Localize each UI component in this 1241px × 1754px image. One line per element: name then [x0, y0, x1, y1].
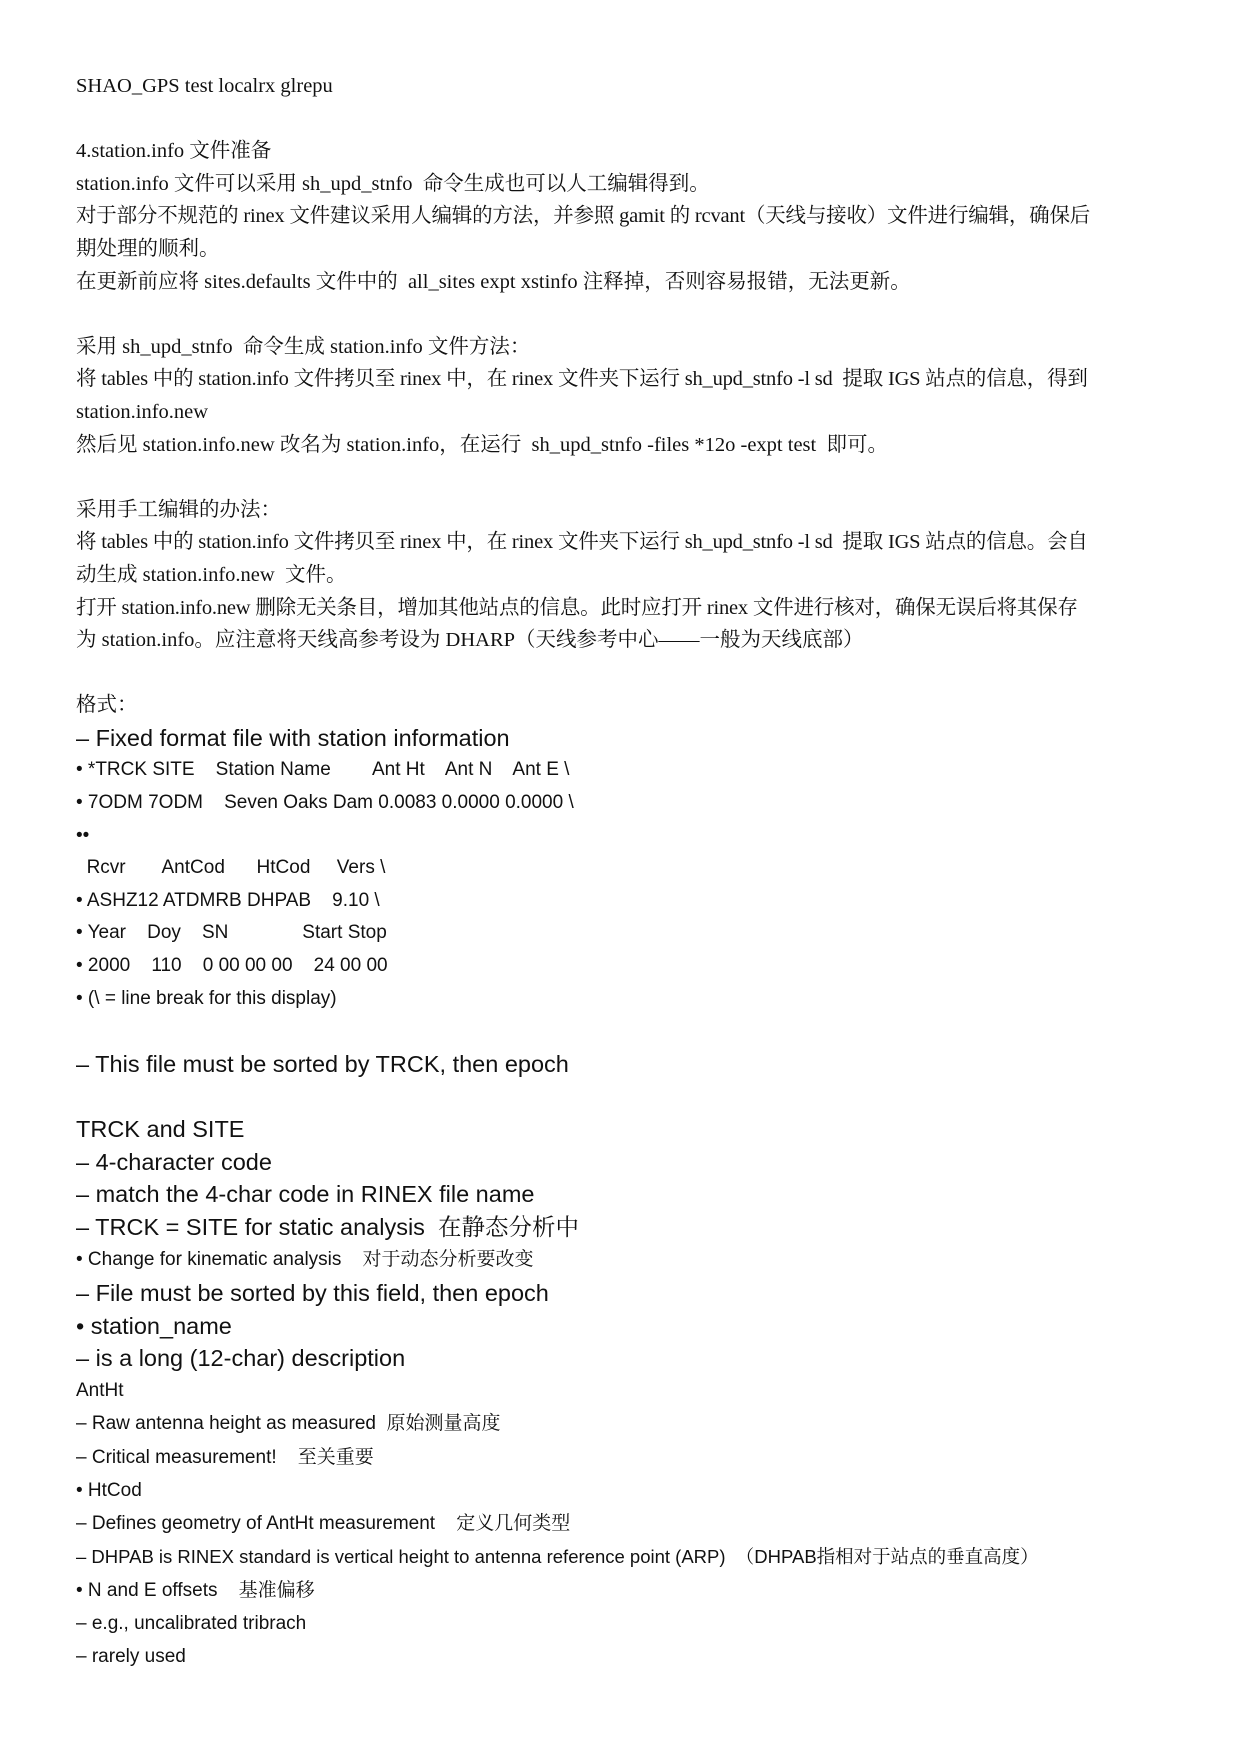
list-item-text: • Change for kinematic analysis	[76, 1249, 363, 1271]
format-title: – Fixed format file with station information	[76, 724, 510, 751]
document-title: SHAO_GPS test localrx glrepu	[76, 75, 333, 97]
paragraph-line: 在更新前应将 sites.defaults 文件中的 all_sites expt xstinfo 注释掉，否则容易报错，无法更新。	[76, 270, 911, 293]
list-item	[76, 1211, 1196, 1244]
trck-site-heading: TRCK and SITE	[76, 1116, 245, 1142]
list-item-text: – Defines geometry of AntHt measurement	[76, 1513, 457, 1535]
spacer	[76, 1080, 1196, 1113]
list-item	[76, 1507, 1196, 1541]
list-item	[76, 1541, 1196, 1575]
format-row: • 2000 110 0 00 00 00 24 00 00	[76, 955, 388, 977]
list-item	[76, 1574, 1196, 1608]
format-row: • (\ = line break for this display)	[76, 987, 337, 1009]
format-row: • 7ODM 7ODM Seven Oaks Dam 0.0083 0.0000 0.0000 \	[76, 792, 574, 814]
antht-heading: AntHt	[76, 1379, 124, 1401]
paragraph-line: 为 station.info。应注意将天线高参考设为 DHARP（天线参考中心——一般为天线底部）	[76, 629, 864, 652]
spacer	[76, 1015, 1196, 1048]
paragraph-line: 将 tables 中的 station.info 文件拷贝至 rinex 中，在 rinex 文件夹下运行 sh_upd_stnfo -l sd 提取 IGS 站点的信息。会自	[76, 531, 1088, 554]
paragraph-line: 期处理的顺利。	[76, 237, 220, 260]
format-row: • Year Doy SN Start Stop	[76, 922, 387, 944]
format-label: 格式：	[76, 694, 138, 717]
list-item-text: – DHPAB is RINEX standard is vertical height to antenna reference point (ARP) （DHPAB	[76, 1545, 817, 1567]
paragraph-line: station.info 文件可以采用 sh_upd_stnfo 命令生成也可以人工编辑得到。	[76, 172, 710, 195]
spacer	[76, 657, 1196, 690]
list-item: • station_name	[76, 1312, 232, 1339]
list-item-note: 定义几何类型	[456, 1512, 571, 1535]
list-item-note: 对于动态分析要改变	[362, 1248, 534, 1271]
list-item-text: – Critical measurement!	[76, 1446, 298, 1468]
format-row: Rcvr AntCod HtCod Vers \	[76, 857, 386, 879]
list-item-text: – TRCK = SITE for static analysis	[76, 1213, 438, 1240]
list-item	[76, 1243, 1196, 1277]
list-item-note: 在静态分析中	[437, 1212, 579, 1241]
spacer	[76, 103, 1196, 136]
section-heading: 采用手工编辑的办法：	[76, 498, 281, 521]
paragraph-line: 将 tables 中的 station.info 文件拷贝至 rinex 中，在 rinex 文件夹下运行 sh_upd_stnfo -l sd 提取 IGS 站点的信息，得到	[76, 368, 1088, 391]
list-item-note: 至关重要	[297, 1445, 374, 1468]
list-item	[76, 1407, 1196, 1441]
format-row: • ASHZ12 ATDMRB DHPAB 9.10 \	[76, 889, 380, 911]
document-page	[76, 70, 1196, 1673]
paragraph-line: 动生成 station.info.new 文件。	[76, 563, 347, 586]
list-item: – match the 4-char code in RINEX file name	[76, 1181, 535, 1208]
list-item: – File must be sorted by this field, then epoch	[76, 1279, 549, 1306]
spacer	[76, 298, 1196, 331]
list-item-note: 原始测量高度	[386, 1412, 501, 1435]
list-item: • HtCod	[76, 1479, 142, 1501]
section-heading: 4.station.info 文件准备	[76, 140, 272, 163]
list-item-text: – Raw antenna height as measured	[76, 1413, 387, 1435]
list-item: – rarely used	[76, 1645, 186, 1667]
list-item	[76, 1441, 1196, 1475]
section-heading: 采用 sh_upd_stnfo 命令生成 station.info 文件方法：	[76, 335, 531, 358]
format-row: ••	[76, 824, 90, 846]
list-item: – 4-character code	[76, 1148, 272, 1175]
list-item: – e.g., uncalibrated tribrach	[76, 1612, 307, 1634]
list-item: – is a long (12-char) description	[76, 1345, 406, 1372]
sorted-note: – This file must be sorted by TRCK, then epoch	[76, 1050, 569, 1077]
list-item-note: 指相对于站点的垂直高度）	[816, 1546, 1039, 1568]
list-item-text: • N and E offsets	[76, 1580, 239, 1602]
list-item-note: 基准偏移	[238, 1579, 315, 1602]
format-row: • *TRCK SITE Station Name Ant Ht Ant N Ant E \	[76, 759, 570, 781]
paragraph-line: 对于部分不规范的 rinex 文件建议采用人编辑的方法，并参照 gamit 的 rcvant（天线与接收）文件进行编辑，确保后	[76, 205, 1091, 228]
paragraph-line: 然后见 station.info.new 改名为 station.info，在运行 sh_upd_stnfo -files *12o -expt test 即可。	[76, 433, 888, 456]
paragraph-line: 打开 station.info.new 删除无关条目，增加其他站点的信息。此时应打开 rinex 文件进行核对，确保无误后将其保存	[76, 596, 1078, 619]
paragraph-line: station.info.new	[76, 400, 209, 423]
spacer	[76, 461, 1196, 494]
